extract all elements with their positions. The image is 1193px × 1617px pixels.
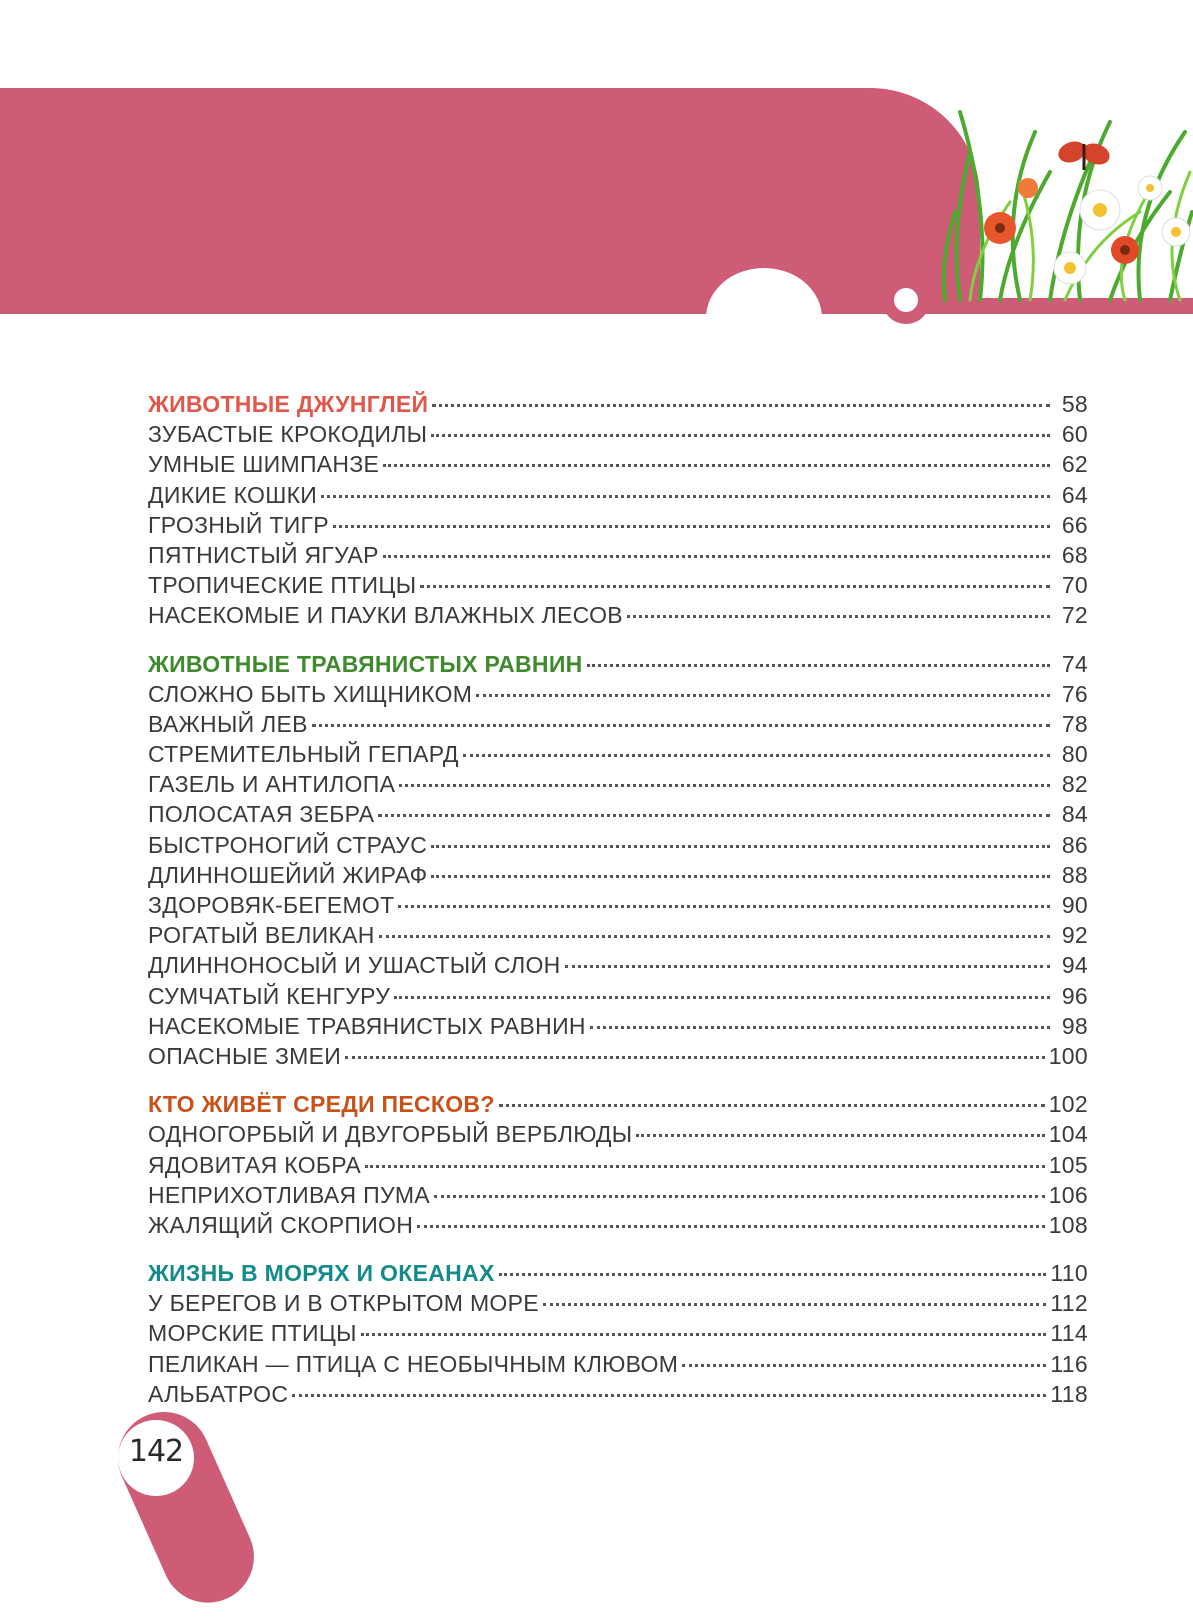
toc-entry bbox=[148, 739, 1088, 769]
dot-leader bbox=[417, 1225, 1045, 1228]
toc-entry bbox=[148, 830, 1088, 860]
meadow-illustration bbox=[940, 92, 1193, 302]
toc-entry bbox=[148, 570, 1088, 600]
entry-title: НАСЕКОМЫЕ ТРАВЯНИСТЫХ РАВНИН bbox=[148, 1012, 586, 1039]
page-ref: 106 bbox=[1048, 1181, 1088, 1208]
page-ref: 64 bbox=[1061, 481, 1088, 508]
entry-title: РОГАТЫЙ ВЕЛИКАН bbox=[148, 922, 375, 949]
page-ref: 98 bbox=[1061, 1012, 1088, 1039]
toc-entry bbox=[148, 709, 1088, 739]
entry-title: СУМЧАТЫЙ КЕНГУРУ bbox=[148, 982, 391, 1009]
dot-leader bbox=[682, 1364, 1046, 1367]
toc-entry bbox=[148, 1180, 1088, 1210]
page-ref: 92 bbox=[1061, 922, 1088, 949]
toc-entry bbox=[148, 540, 1088, 570]
entry-title: ОПАСНЫЕ ЗМЕИ bbox=[148, 1042, 342, 1069]
page-ref: 68 bbox=[1061, 541, 1088, 568]
page-ref: 72 bbox=[1061, 602, 1088, 629]
header-band bbox=[0, 88, 980, 314]
entry-title: ДИКИЕ КОШКИ bbox=[148, 481, 318, 508]
entry-title: ЗДОРОВЯК-БЕГЕМОТ bbox=[148, 892, 395, 918]
page-ref: 70 bbox=[1061, 572, 1088, 599]
entry-title: ПЕЛИКАН — ПТИЦА С НЕОБЫЧНЫМ КЛЮВОМ bbox=[148, 1350, 679, 1377]
page-number: 142 bbox=[128, 1434, 184, 1469]
toc-entry bbox=[148, 419, 1088, 449]
section-title: ЖИВОТНЫЕ ТРАВЯНИСТЫХ РАВНИН bbox=[148, 650, 583, 677]
toc-entry bbox=[148, 480, 1088, 510]
toc-entry bbox=[148, 1349, 1088, 1379]
butterfly-icon bbox=[1055, 138, 1112, 170]
header-knob-inner bbox=[894, 288, 918, 312]
dot-leader bbox=[365, 1165, 1045, 1168]
page-ref: 112 bbox=[1050, 1290, 1088, 1317]
dot-leader bbox=[499, 1273, 1047, 1276]
page-ref: 94 bbox=[1061, 952, 1088, 979]
page-ref: 102 bbox=[1048, 1091, 1088, 1118]
toc-entry bbox=[148, 1210, 1088, 1240]
page-ref: 82 bbox=[1061, 771, 1088, 798]
entry-title: ВАЖНЫЙ ЛЕВ bbox=[148, 710, 308, 737]
toc-entry bbox=[148, 799, 1088, 829]
toc-entry bbox=[148, 600, 1088, 630]
page-ref: 86 bbox=[1061, 831, 1088, 858]
section-gap bbox=[148, 1240, 1088, 1258]
entry-title: ЖАЛЯЩИЙ СКОРПИОН bbox=[148, 1211, 414, 1238]
section-gap bbox=[148, 631, 1088, 649]
page-ref: 60 bbox=[1061, 421, 1088, 448]
dot-leader bbox=[383, 464, 1050, 467]
dot-leader bbox=[431, 875, 1050, 878]
header-notch bbox=[706, 268, 822, 368]
toc-entry bbox=[148, 449, 1088, 479]
page-ref: 100 bbox=[1048, 1042, 1088, 1069]
page-ref: 78 bbox=[1061, 710, 1088, 737]
dot-leader bbox=[361, 1333, 1047, 1336]
entry-title: ДЛИННОШЕЙИЙ ЖИРАФ bbox=[148, 861, 428, 888]
entry-title: ЯДОВИТАЯ КОБРА bbox=[148, 1151, 362, 1178]
entry-title: БЫСТРОНОГИЙ СТРАУС bbox=[148, 831, 428, 858]
dot-leader bbox=[476, 694, 1050, 697]
entry-title: АЛЬБАТРОС bbox=[148, 1380, 289, 1407]
page-ref: 74 bbox=[1061, 650, 1088, 677]
toc-entry bbox=[148, 860, 1088, 890]
toc-entry bbox=[148, 1011, 1088, 1041]
dot-leader bbox=[321, 495, 1050, 498]
dot-leader bbox=[590, 1026, 1050, 1029]
dot-leader bbox=[399, 784, 1050, 787]
page-ref: 116 bbox=[1050, 1350, 1088, 1377]
dot-leader bbox=[333, 525, 1050, 528]
page-ref: 76 bbox=[1061, 680, 1088, 707]
entry-title: СТРЕМИТЕЛЬНЫЙ ГЕПАРД bbox=[148, 741, 459, 768]
section-heading bbox=[148, 1258, 1088, 1288]
page-ref: 90 bbox=[1061, 892, 1088, 918]
dot-leader bbox=[627, 615, 1050, 618]
toc-entry bbox=[148, 1288, 1088, 1318]
dot-leader bbox=[345, 1056, 1045, 1059]
dot-leader bbox=[463, 754, 1050, 757]
entry-title: ПЯТНИСТЫЙ ЯГУАР bbox=[148, 541, 379, 568]
dot-leader bbox=[499, 1104, 1045, 1107]
toc-entry bbox=[148, 890, 1088, 920]
page-ref: 114 bbox=[1050, 1320, 1088, 1347]
toc-entry bbox=[148, 1119, 1088, 1149]
entry-title: НАСЕКОМЫЕ И ПАУКИ ВЛАЖНЫХ ЛЕСОВ bbox=[148, 602, 623, 629]
section-gap bbox=[148, 1071, 1088, 1089]
page-ref: 58 bbox=[1061, 391, 1088, 417]
dot-leader bbox=[565, 965, 1050, 968]
entry-title: ТРОПИЧЕСКИЕ ПТИЦЫ bbox=[148, 572, 417, 599]
entry-title: УМНЫЕ ШИМПАНЗЕ bbox=[148, 451, 380, 478]
section-heading bbox=[148, 389, 1088, 419]
page-ref: 105 bbox=[1048, 1151, 1088, 1178]
dot-leader bbox=[379, 935, 1050, 938]
dot-leader bbox=[432, 404, 1050, 407]
page-ref: 104 bbox=[1048, 1121, 1088, 1148]
dot-leader bbox=[312, 724, 1050, 727]
dot-leader bbox=[587, 664, 1050, 667]
dot-leader bbox=[383, 555, 1050, 558]
page-ref: 88 bbox=[1061, 861, 1088, 888]
toc-entry bbox=[148, 510, 1088, 540]
entry-title: МОРСКИЕ ПТИЦЫ bbox=[148, 1320, 357, 1347]
dot-leader bbox=[431, 434, 1050, 437]
dot-leader bbox=[636, 1134, 1044, 1137]
toc-entry bbox=[148, 1379, 1088, 1409]
dot-leader bbox=[431, 845, 1050, 848]
entry-title: ЗУБАСТЫЕ КРОКОДИЛЫ bbox=[148, 421, 428, 448]
entry-title: ГАЗЕЛЬ И АНТИЛОПА bbox=[148, 771, 396, 798]
section-heading bbox=[148, 649, 1088, 679]
entry-title: НЕПРИХОТЛИВАЯ ПУМА bbox=[148, 1181, 430, 1208]
toc-entry bbox=[148, 920, 1088, 950]
dot-leader bbox=[394, 996, 1050, 999]
dot-leader bbox=[420, 585, 1050, 588]
toc-entry bbox=[148, 679, 1088, 709]
dot-leader bbox=[543, 1303, 1047, 1306]
entry-title: У БЕРЕГОВ И В ОТКРЫТОМ МОРЕ bbox=[148, 1290, 539, 1317]
page-ref: 118 bbox=[1050, 1380, 1088, 1407]
page-ref: 108 bbox=[1048, 1211, 1088, 1238]
entry-title: ДЛИННОНОСЫЙ И УШАСТЫЙ СЛОН bbox=[148, 952, 561, 979]
toc-entry bbox=[148, 950, 1088, 980]
section-title: ЖИВОТНЫЕ ДЖУНГЛЕЙ bbox=[148, 391, 429, 417]
page-ref: 80 bbox=[1061, 741, 1088, 768]
toc-entry bbox=[148, 1041, 1088, 1071]
toc-entry bbox=[148, 1318, 1088, 1348]
toc-entry bbox=[148, 981, 1088, 1011]
section-heading bbox=[148, 1089, 1088, 1119]
entry-title: ОДНОГОРБЫЙ И ДВУГОРБЫЙ ВЕРБЛЮДЫ bbox=[148, 1121, 633, 1148]
dot-leader bbox=[398, 905, 1050, 908]
entry-title: СЛОЖНО БЫТЬ ХИЩНИКОМ bbox=[148, 680, 473, 707]
page-ref: 84 bbox=[1061, 801, 1088, 828]
page-ref: 110 bbox=[1050, 1260, 1088, 1287]
entry-title: ГРОЗНЫЙ ТИГР bbox=[148, 511, 329, 538]
table-of-contents bbox=[148, 389, 1088, 1409]
toc-entry bbox=[148, 769, 1088, 799]
dot-leader bbox=[434, 1195, 1045, 1198]
page-ref: 96 bbox=[1061, 982, 1088, 1009]
toc-entry bbox=[148, 1150, 1088, 1180]
entry-title: ПОЛОСАТАЯ ЗЕБРА bbox=[148, 801, 375, 828]
dot-leader bbox=[378, 814, 1050, 817]
page-ref: 66 bbox=[1061, 511, 1088, 538]
dot-leader bbox=[292, 1394, 1046, 1397]
page-ref: 62 bbox=[1061, 451, 1088, 478]
section-title: КТО ЖИВЁТ СРЕДИ ПЕСКОВ? bbox=[148, 1091, 495, 1118]
section-title: ЖИЗНЬ В МОРЯХ И ОКЕАНАХ bbox=[148, 1260, 495, 1287]
